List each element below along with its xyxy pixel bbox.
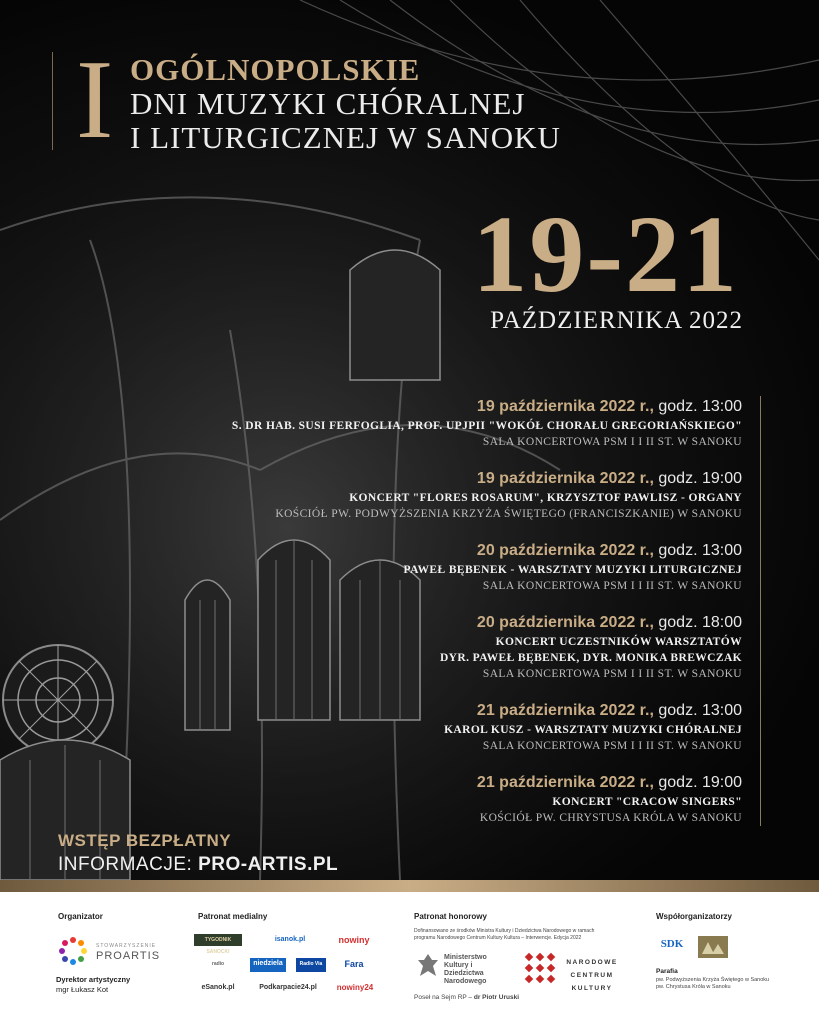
info-line: INFORMACJE: PRO-ARTIS.PL: [58, 854, 339, 875]
event-item: [201, 772, 742, 826]
mp-line: Poseł na Sejm RP – dr Piotr Uruski: [414, 994, 520, 1001]
event-subtitle: DYR. PAWEŁ BĘBENEK, DYR. MONIKA BREWCZAK: [439, 652, 742, 664]
event-title: KAROL KUSZ - WARSZTATY MUZYKI CHÓRALNEJ: [444, 724, 742, 736]
title-line-1: OGÓLNOPOLSKIE: [130, 52, 421, 87]
organizer-heading: Organizator: [58, 912, 103, 921]
event-place: KOŚCIÓŁ PW. CHRYSTUSA KRÓLA W SANOKU: [479, 812, 742, 824]
edition-numeral: I: [76, 38, 114, 162]
date-range: 19-21: [472, 193, 739, 315]
event-place: SALA KONCERTOWA PSM I I II ST. W SANOKU: [482, 668, 742, 680]
date-month: PAŹDZIERNIKA 2022: [490, 307, 743, 334]
media-logo: nowiny: [338, 935, 370, 945]
media-logo: eSanok.pl: [201, 984, 235, 991]
event-place: SALA KONCERTOWA PSM I I II ST. W SANOKU: [482, 580, 742, 592]
director-name: mgr Łukasz Kot: [56, 985, 109, 994]
media-logo: Fara: [344, 959, 364, 969]
title-divider: [52, 52, 53, 150]
rose-window: [3, 645, 113, 755]
info-link[interactable]: PRO-ARTIS.PL: [198, 854, 339, 875]
event-place: SALA KONCERTOWA PSM I I II ST. W SANOKU: [482, 740, 742, 752]
ministry-logo-text: Ministerstwo Kultury i Dziedzictwa Narodowego: [444, 954, 487, 985]
media-logo: radio: [211, 961, 225, 967]
media-logo: niedziela: [250, 958, 286, 972]
media-logo: Radio Via: [296, 958, 326, 972]
free-entry-label: WSTĘP BEZPŁATNY: [58, 831, 232, 850]
media-logo: Podkarpacie24.pl: [259, 984, 317, 991]
eagle-emblem-icon: [416, 952, 440, 982]
event-place: KOŚCIÓŁ PW. PODWYŻSZENIA KRZYŻA ŚWIĘTEGO (FRANCISZKANIE) W SANOKU: [275, 508, 742, 520]
event-title: KONCERT "CRACOW SINGERS": [552, 796, 742, 808]
parish-heading: Parafia: [656, 968, 678, 975]
parish-line: pw. Chrystusa Króla w Sanoku: [656, 984, 731, 990]
event-date: 20 października 2022 r., godz. 13:00: [476, 542, 742, 559]
gold-divider: [0, 880, 819, 892]
event-date: 20 października 2022 r., godz. 18:00: [476, 614, 742, 631]
coorganizers-heading: Współorganizatorzy: [656, 912, 733, 921]
event-date: 19 października 2022 r., godz. 13:00: [476, 398, 742, 415]
title-line-2: DNI MUZYKI CHÓRALNEJ: [130, 86, 526, 121]
event-date: 21 października 2022 r., godz. 19:00: [476, 774, 742, 791]
organizer-logo-text: PROARTIS: [96, 950, 161, 962]
honor-heading: Patronat honorowy: [414, 912, 487, 921]
event-title: KONCERT "FLORES ROSARUM", KRZYSZTOF PAWLISZ - ORGANY: [349, 492, 742, 504]
media-logo: nowiny24: [336, 983, 374, 992]
event-date: 21 października 2022 r., godz. 13:00: [476, 702, 742, 719]
event-title: PAWEŁ BĘBENEK - WARSZTATY MUZYKI LITURGICZNEJ: [403, 564, 742, 576]
parish-logo-icon: [698, 936, 728, 958]
event-item: [201, 700, 742, 754]
media-logo: isanok.pl: [274, 936, 306, 943]
event-item: [201, 396, 742, 450]
title-line-3: I LITURGICZNEJ W SANOKU: [130, 120, 561, 155]
nck-logo-icon: [524, 952, 556, 986]
parish-line: pw. Podwyższenia Krzyża Świętego w Sanoku: [656, 977, 770, 983]
nck-logo-text: NARODOWE CENTRUM KULTURY: [566, 959, 618, 992]
director-label: Dyrektor artystyczny: [56, 975, 131, 984]
media-heading: Patronat medialny: [198, 912, 268, 921]
event-schedule: [201, 396, 761, 826]
event-item: [201, 612, 742, 682]
event-place: SALA KONCERTOWA PSM I I II ST. W SANOKU: [482, 436, 742, 448]
sdk-logo: SDK: [660, 938, 684, 950]
proartis-logo-icon: [56, 934, 90, 968]
event-item: [201, 468, 742, 522]
event-item: [201, 540, 742, 594]
sponsors-footer: [0, 892, 819, 1024]
event-date: 19 października 2022 r., godz. 19:00: [476, 470, 742, 487]
organizer-logo-small: STOWARZYSZENIE: [96, 943, 157, 949]
event-title: KONCERT UCZESTNIKÓW WARSZTATÓW: [495, 636, 742, 648]
funding-note: Dofinansowano ze środków Ministra Kultury i Dziedzictwa Narodowego w ramach programu Narodowego Centrum Kultury Kultura – Interwencje. Edycja 2022: [414, 928, 595, 941]
event-title: S. DR HAB. SUSI FERFOGLIA, PROF. UPJPII "WOKÓŁ CHORAŁU GREGORIAŃSKIEGO": [231, 420, 742, 432]
media-logo: TYGODNIK SANOCKI: [194, 934, 242, 946]
